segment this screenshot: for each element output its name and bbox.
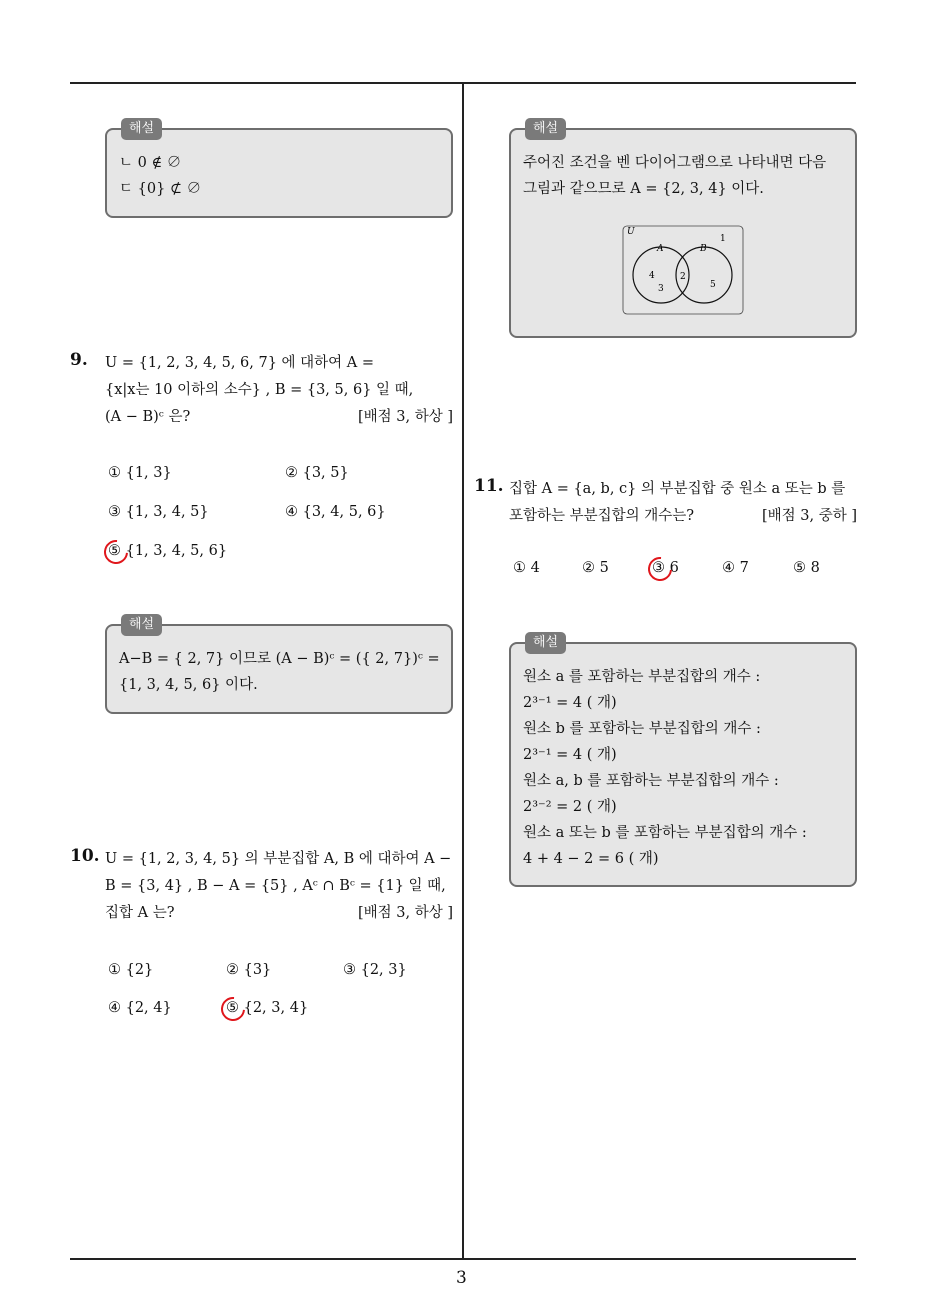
venn-value: 1 bbox=[720, 234, 726, 244]
venn-diagram bbox=[622, 225, 746, 317]
question-11-text bbox=[509, 476, 857, 530]
venn-value: 5 bbox=[710, 280, 716, 290]
choice-1[interactable]: ① {2} bbox=[108, 962, 154, 978]
solution-tag: 해설 bbox=[121, 614, 162, 636]
question-line-with-points bbox=[509, 503, 857, 530]
solution-box-q11 bbox=[509, 635, 857, 887]
solution-box-q8 bbox=[105, 121, 453, 218]
solution-line: {1, 3, 4, 5, 6} 이다. bbox=[119, 677, 258, 693]
choice-4[interactable]: ④ {3, 4, 5, 6} bbox=[285, 504, 386, 520]
answer-mark bbox=[643, 552, 677, 586]
question-line: 집합 A = {a, b, c} 의 부분집합 중 원소 a 또는 b 를 bbox=[509, 481, 846, 497]
page-number: 3 bbox=[456, 1268, 467, 1288]
bottom-rule bbox=[70, 1258, 856, 1260]
choice-4[interactable]: ④ 7 bbox=[722, 560, 749, 576]
choice-1[interactable]: ① {1, 3} bbox=[108, 465, 172, 481]
question-line-with-points bbox=[105, 900, 453, 927]
choice-2[interactable]: ② {3, 5} bbox=[285, 465, 349, 481]
points-label: [배점 3, 하상 ] bbox=[357, 409, 453, 425]
solution-line: ㄴ 0 ∉ ∅ bbox=[119, 155, 182, 171]
set-a-label: A bbox=[657, 244, 664, 254]
choice-2[interactable]: ② {3} bbox=[226, 962, 272, 978]
choice-4[interactable]: ④ {2, 4} bbox=[108, 1000, 172, 1016]
solution-line: 2³⁻¹ = 4 ( 개) bbox=[523, 747, 617, 763]
solution-line: 2³⁻¹ = 4 ( 개) bbox=[523, 695, 617, 711]
answer-mark bbox=[99, 535, 133, 569]
question-line: U = {1, 2, 3, 4, 5, 6, 7} 에 대하여 A = bbox=[105, 355, 375, 371]
solution-line: 그림과 같으므로 A = {2, 3, 4} 이다. bbox=[523, 181, 764, 197]
question-9-text bbox=[105, 350, 453, 431]
solution-line: 원소 b 를 포함하는 부분집합의 개수 : bbox=[523, 721, 761, 737]
solution-box-q9 bbox=[105, 617, 453, 714]
choice-5[interactable]: ⑤ 8 bbox=[793, 560, 820, 576]
solution-tag: 해설 bbox=[121, 118, 162, 140]
question-line: B = {3, 4} , B − A = {5} , Aᶜ ∩ Bᶜ = {1} 일 때, bbox=[105, 878, 446, 894]
question-line: U = {1, 2, 3, 4, 5} 의 부분집합 A, B 에 대하여 A − bbox=[105, 851, 452, 867]
universe-label: U bbox=[627, 227, 635, 237]
solution-line: 4 + 4 − 2 = 6 ( 개) bbox=[523, 851, 659, 867]
solution-box-q10 bbox=[509, 121, 857, 338]
question-line: 포함하는 부분집합의 개수는? bbox=[509, 508, 695, 524]
solution-line: 주어진 조건을 벤 다이어그램으로 나타내면 다음 bbox=[523, 155, 827, 171]
venn-value: 3 bbox=[658, 284, 664, 294]
points-label: [배점 3, 중하 ] bbox=[761, 508, 857, 524]
solution-tag: 해설 bbox=[525, 118, 566, 140]
choice-3[interactable]: ③ 6 bbox=[652, 560, 679, 576]
solution-line: 원소 a 를 포함하는 부분집합의 개수 : bbox=[523, 669, 761, 685]
solution-line: 원소 a, b 를 포함하는 부분집합의 개수 : bbox=[523, 773, 779, 789]
answer-mark bbox=[216, 992, 250, 1026]
choice-5[interactable]: ⑤ {1, 3, 4, 5, 6} bbox=[108, 543, 228, 559]
choice-2[interactable]: ② 5 bbox=[582, 560, 609, 576]
solution-line: 원소 a 또는 b 를 포함하는 부분집합의 개수 : bbox=[523, 825, 807, 841]
set-b-label: B bbox=[700, 244, 707, 254]
solution-tag: 해설 bbox=[525, 632, 566, 654]
question-10-text bbox=[105, 846, 453, 927]
question-number-9: 9. bbox=[70, 350, 88, 370]
solution-line: A−B = { 2, 7} 이므로 (A − B)ᶜ = ({ 2, 7})ᶜ = bbox=[119, 651, 440, 667]
question-line: 집합 A 는? bbox=[105, 905, 175, 921]
venn-value: 4 bbox=[649, 271, 655, 281]
solution-line: 2³⁻² = 2 ( 개) bbox=[523, 799, 617, 815]
venn-value: 2 bbox=[680, 272, 686, 282]
question-line: {x|x는 10 이하의 소수} , B = {3, 5, 6} 일 때, bbox=[105, 382, 414, 398]
question-line-with-points bbox=[105, 404, 453, 431]
question-number-11: 11. bbox=[474, 476, 504, 496]
choice-3[interactable]: ③ {2, 3} bbox=[343, 962, 407, 978]
question-line: (A − B)ᶜ 은? bbox=[105, 409, 191, 425]
solution-line: ㄷ {0} ⊄ ∅ bbox=[119, 181, 202, 197]
choice-5[interactable]: ⑤ {2, 3, 4} bbox=[226, 1000, 309, 1016]
points-label: [배점 3, 하상 ] bbox=[357, 905, 453, 921]
choice-1[interactable]: ① 4 bbox=[513, 560, 540, 576]
center-divider bbox=[462, 84, 464, 1259]
question-number-10: 10. bbox=[70, 846, 100, 866]
choice-3[interactable]: ③ {1, 3, 4, 5} bbox=[108, 504, 209, 520]
